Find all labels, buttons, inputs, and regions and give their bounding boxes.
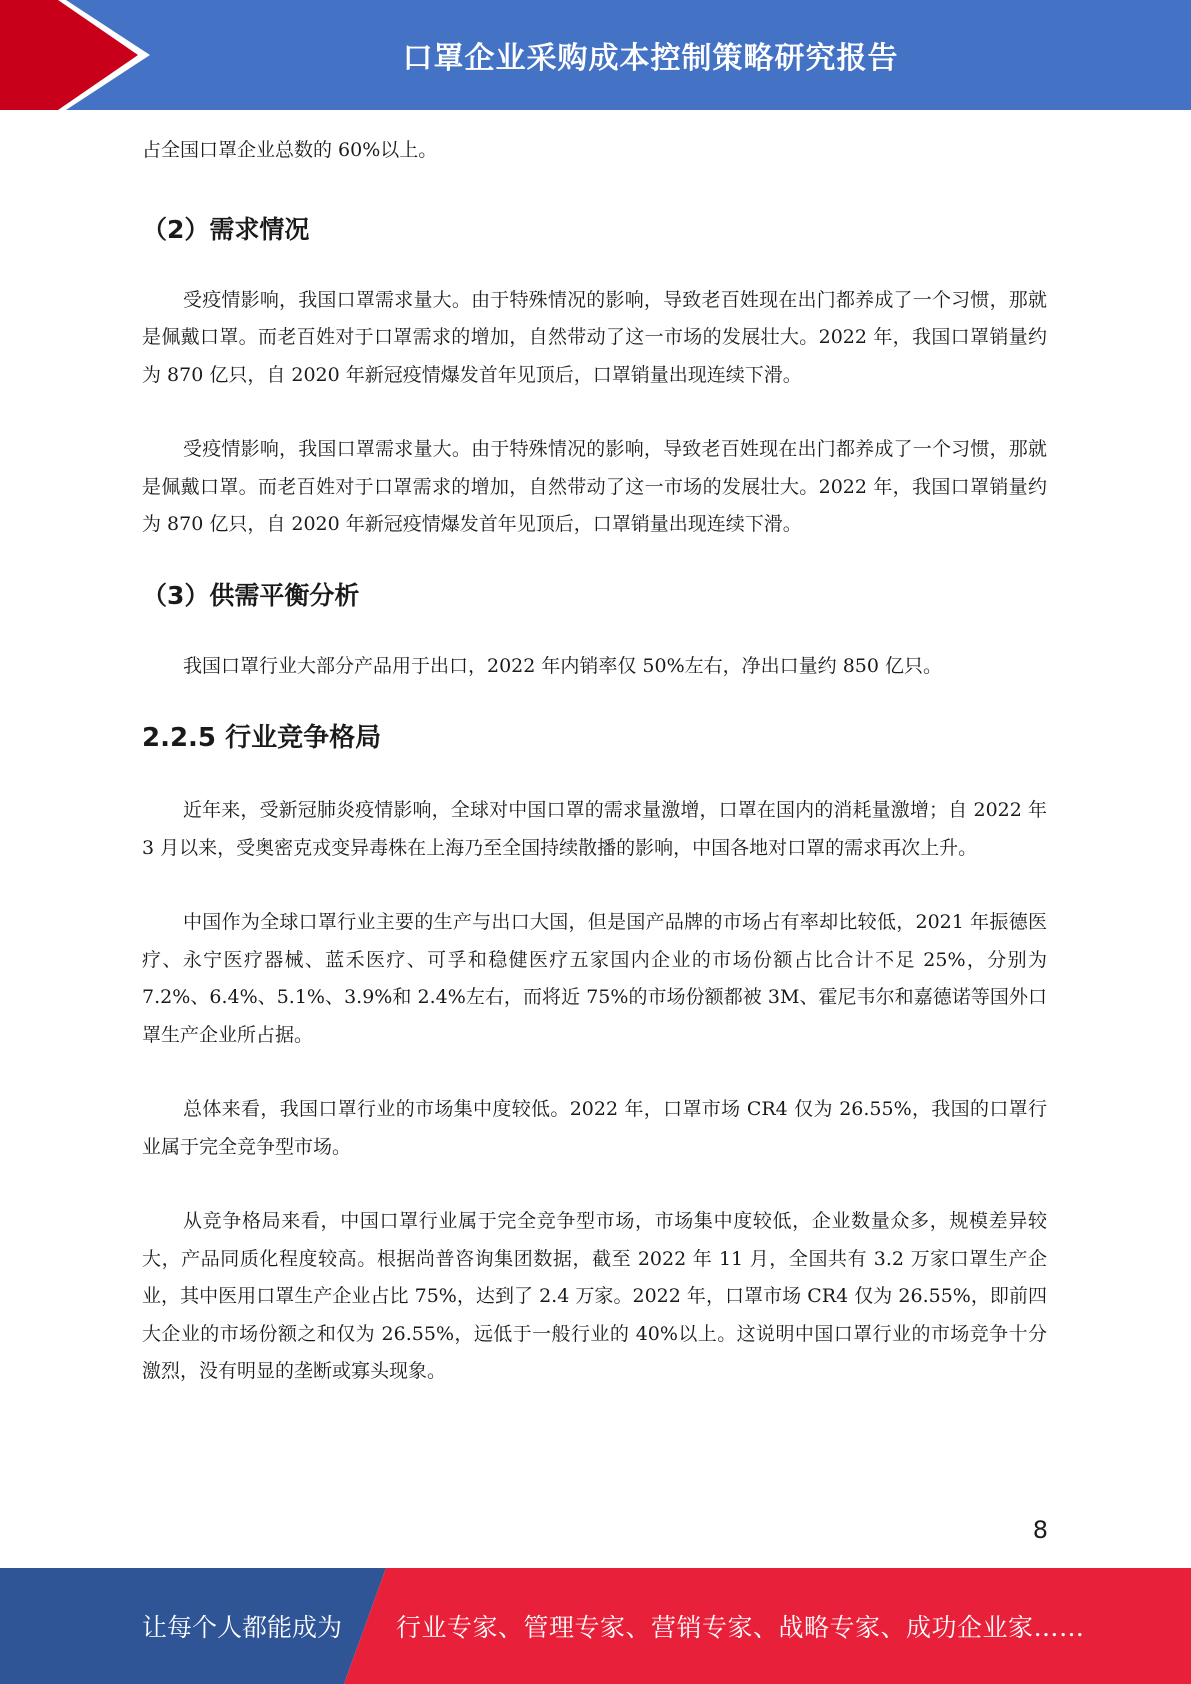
paragraph-competition-1: 近年来，受新冠肺炎疫情影响，全球对中国口罩的需求量激增，口罩在国内的消耗量激增；自 2022 年 3 月以来，受奥密克戎变异毒株在上海乃至全国持续散播的影响，中国各地对口罩的需求再次上升。 (142, 799, 1047, 859)
footer-slogan-left: 让每个人都能成为 (142, 1613, 343, 1642)
section-heading-balance: （3）供需平衡分析 (142, 580, 360, 610)
paragraph-continuation: 占全国口罩企业总数的 60%以上。 (142, 139, 438, 161)
page-footer (0, 1568, 1191, 1684)
page-content (142, 132, 1047, 1391)
paragraph-competition-4: 从竞争格局来看，中国口罩行业属于完全竞争型市场，市场集中度较低，企业数量众多，规模差异较大，产品同质化程度较高。根据尚普咨询集团数据，截至 2022 年 11 月，全国共有 3.2 万家口罩生产企业，其中医用口罩生产企业占比 75%，达到了 2.4 万家。2022 年，口罩市场 CR4 仅为 26.55%，即前四大企业的市场份额之和仅为 26.55%，远低于一般行业的 40%以上。这说明中国口罩行业的市场竞争十分激烈，没有明显的垄断或寡头现象。 (142, 1210, 1047, 1382)
paragraph-balance: 我国口罩行业大部分产品用于出口，2022 年内销率仅 50%左右，净出口量约 850 亿只。 (183, 654, 943, 677)
paragraph-competition-3: 总体来看，我国口罩行业的市场集中度较低。2022 年，口罩市场 CR4 仅为 26.55%，我国的口罩行业属于完全竞争型市场。 (142, 1098, 1047, 1158)
section-heading-demand: （2）需求情况 (142, 214, 310, 244)
paragraph-demand-1: 受疫情影响，我国口罩需求量大。由于特殊情况的影响，导致老百姓现在出门都养成了一个习惯，那就是佩戴口罩。而老百姓对于口罩需求的增加，自然带动了这一市场的发展壮大。2022 年，我国口罩销量约为 870 亿只，自 2020 年新冠疫情爆发首年见顶后，口罩销量出现连续下滑。 (142, 288, 1047, 386)
report-title: 口罩企业采购成本控制策略研究报告 (402, 41, 899, 76)
red-chevron-icon (0, 0, 160, 110)
section-heading-competition: 2.2.5 行业竞争格局 (142, 723, 382, 753)
page-number: 8 (1032, 1516, 1048, 1544)
footer-slogan-right: 行业专家、管理专家、营销专家、战略专家、成功企业家…… (396, 1613, 1085, 1642)
paragraph-competition-2: 中国作为全球口罩行业主要的生产与出口大国，但是国产品牌的市场占有率却比较低，2021 年振德医疗、永宁医疗器械、蓝禾医疗、可孚和稳健医疗五家国内企业的市场份额占比合计不足 25%，分别为 7.2%、6.4%、5.1%、3.9%和 2.4%左右，而将近 75%的市场份额都被 3M、霍尼韦尔和嘉德诺等国外口罩生产企业所占据。 (142, 911, 1047, 1046)
paragraph-demand-2: 受疫情影响，我国口罩需求量大。由于特殊情况的影响，导致老百姓现在出门都养成了一个习惯，那就是佩戴口罩。而老百姓对于口罩需求的增加，自然带动了这一市场的发展壮大。2022 年，我国口罩销量约为 870 亿只，自 2020 年新冠疫情爆发首年见顶后，口罩销量出现连续下滑。 (142, 438, 1047, 535)
page-header (0, 0, 1191, 110)
